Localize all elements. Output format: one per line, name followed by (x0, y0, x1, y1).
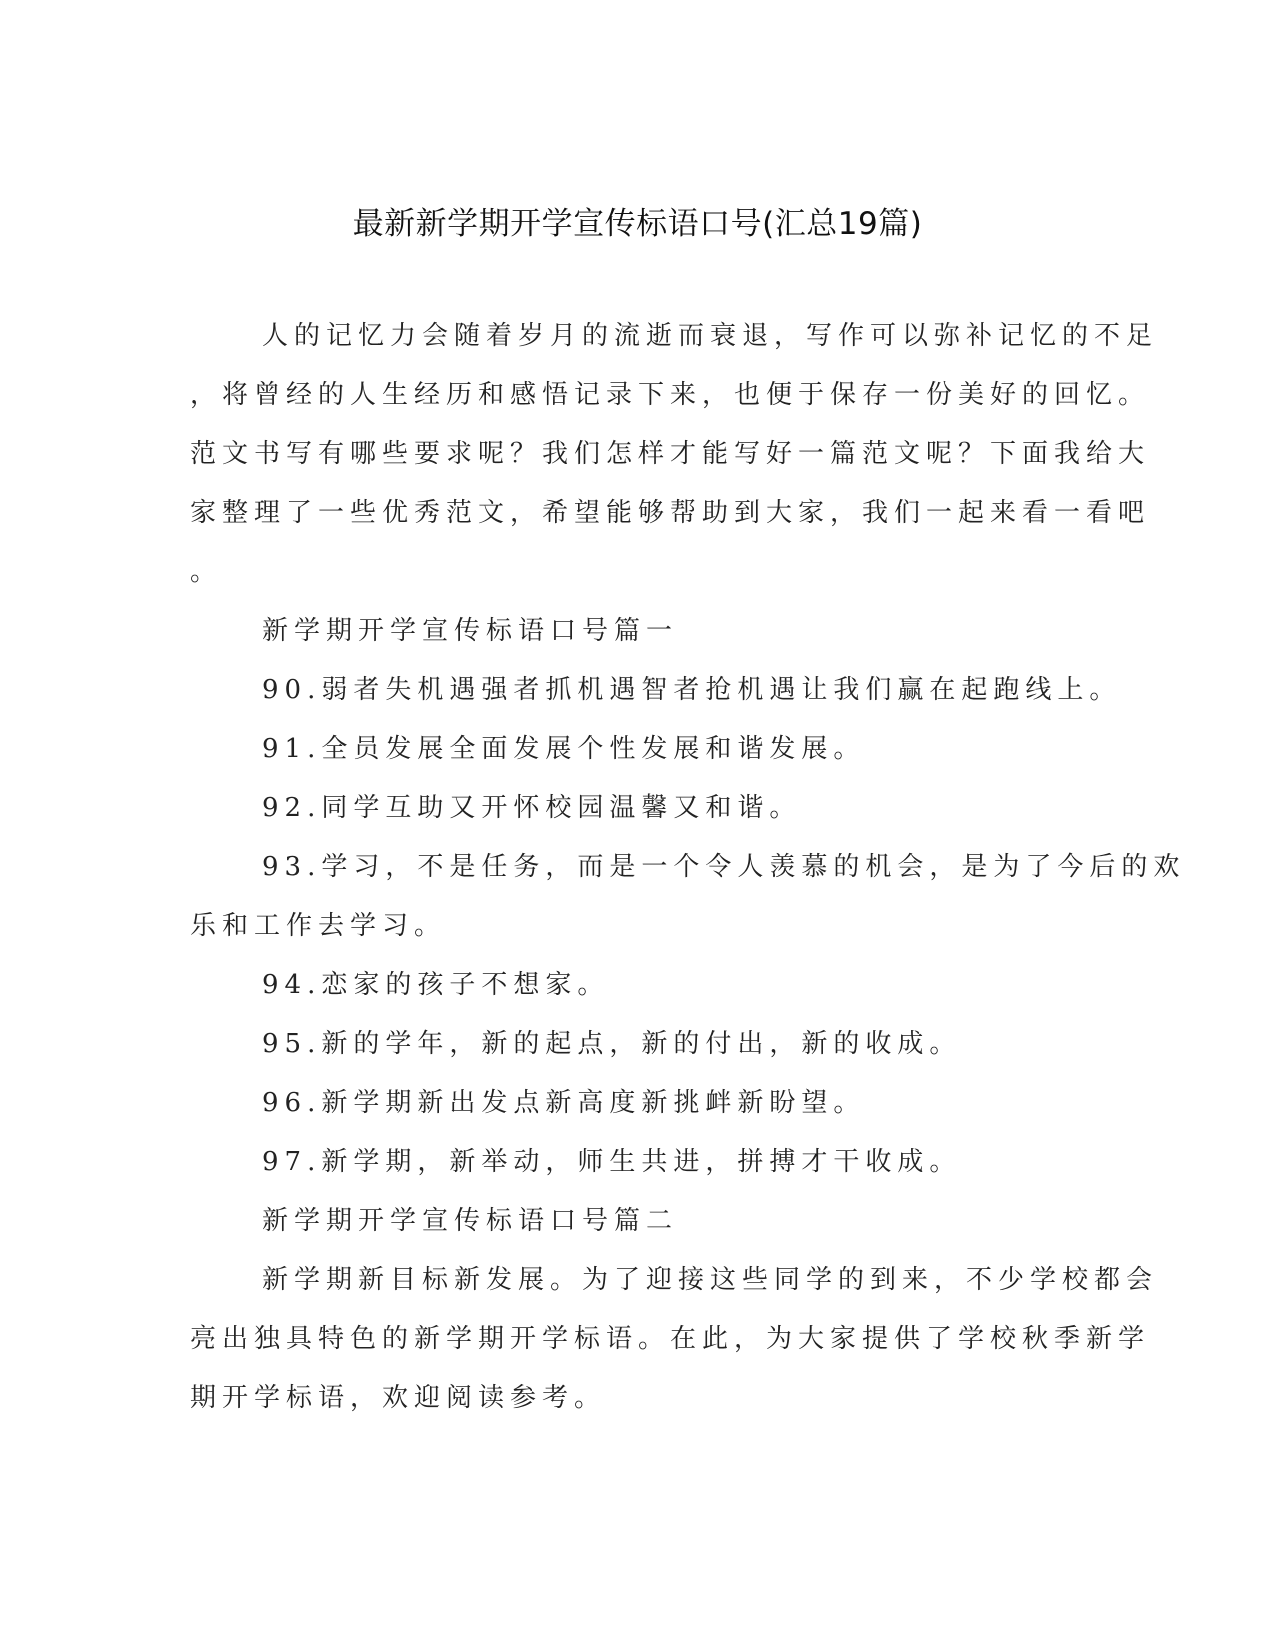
body-line-4: 家整理了一些优秀范文，希望能够帮助到大家，我们一起来看一看吧 (190, 498, 1151, 528)
slogan-93-continued: 乐和工作去学习。 (190, 911, 447, 941)
slogan-96: 96.新学期新出发点新高度新挑衅新盼望。 (262, 1088, 866, 1118)
slogan-95: 95.新的学年，新的起点，新的付出，新的收成。 (262, 1029, 962, 1059)
body-line-5: 。 (190, 557, 223, 587)
slogan-94: 94.恋家的孩子不想家。 (262, 970, 610, 1000)
document-title: 最新新学期开学宣传标语口号(汇总19篇) (352, 206, 923, 242)
section-heading-2: 新学期开学宣传标语口号篇二 (262, 1206, 679, 1236)
body-line-section2-1: 新学期新目标新发展。为了迎接这些同学的到来，不少学校都会 (262, 1265, 1159, 1295)
slogan-90: 90.弱者失机遇强者抓机遇智者抢机遇让我们赢在起跑线上。 (262, 675, 1122, 705)
slogan-93: 93.学习，不是任务，而是一个令人羡慕的机会，是为了今后的欢 (262, 852, 1186, 882)
slogan-91: 91.全员发展全面发展个性发展和谐发展。 (262, 734, 866, 764)
slogan-92: 92.同学互助又开怀校园温馨又和谐。 (262, 793, 802, 823)
section-heading-1: 新学期开学宣传标语口号篇一 (262, 616, 679, 646)
body-line-section2-3: 期开学标语，欢迎阅读参考。 (190, 1383, 607, 1413)
body-line-3: 范文书写有哪些要求呢？我们怎样才能写好一篇范文呢？下面我给大 (190, 439, 1151, 469)
slogan-97: 97.新学期，新举动，师生共进，拼搏才干收成。 (262, 1147, 962, 1177)
body-line-2: ，将曾经的人生经历和感悟记录下来，也便于保存一份美好的回忆。 (190, 380, 1151, 410)
body-line-section2-2: 亮出独具特色的新学期开学标语。在此，为大家提供了学校秋季新学 (190, 1324, 1151, 1354)
body-line-1: 人的记忆力会随着岁月的流逝而衰退，写作可以弥补记忆的不足 (262, 321, 1159, 351)
